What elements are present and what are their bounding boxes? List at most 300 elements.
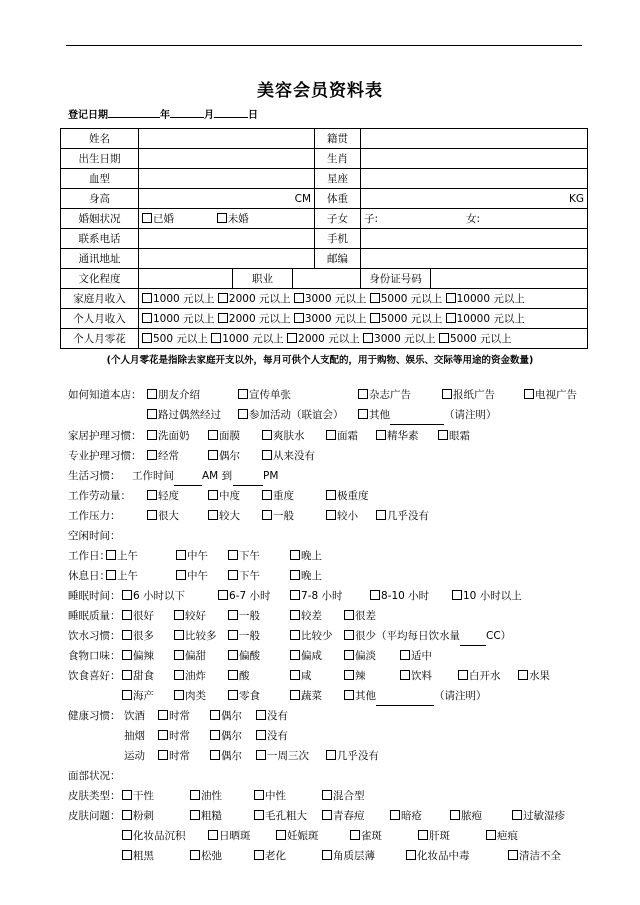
option-label: 偏辣 <box>133 650 154 662</box>
option-checkbox[interactable] <box>290 670 300 680</box>
option-checkbox[interactable] <box>400 650 410 660</box>
option-checkbox[interactable] <box>290 550 300 560</box>
option <box>122 686 154 706</box>
month-blank[interactable] <box>170 107 204 118</box>
income-checkbox[interactable] <box>370 293 380 303</box>
income-checkbox[interactable] <box>218 293 228 303</box>
option-label: 白开水 <box>469 670 501 682</box>
option-checkbox[interactable] <box>122 670 132 680</box>
marriage-label: 婚姻状况 <box>61 209 139 229</box>
option-checkbox[interactable] <box>176 570 186 580</box>
option-checkbox[interactable] <box>452 590 462 600</box>
option-checkbox[interactable] <box>208 450 218 460</box>
label-text: 空闲时间： <box>68 530 121 542</box>
option-label: 精华素 <box>387 430 419 442</box>
option-label: 3000 元以上 <box>304 293 367 305</box>
education-field[interactable] <box>139 269 233 289</box>
option-label: 路过偶然经过 <box>158 409 221 421</box>
option-label: 1000 元以上 <box>222 333 284 345</box>
option-checkbox[interactable] <box>524 389 534 399</box>
option-label: 一般 <box>239 630 260 642</box>
phone-label: 联系电话 <box>61 229 139 249</box>
option-label: 晚上 <box>301 550 322 562</box>
option-checkbox[interactable] <box>238 389 248 399</box>
option-checkbox[interactable] <box>290 610 300 620</box>
option-checkbox[interactable] <box>376 510 386 520</box>
option-label: 6 小时以下 <box>133 590 186 602</box>
option-label: 过敏湿疹 <box>523 810 565 822</box>
option <box>238 405 344 425</box>
option <box>406 846 470 866</box>
option-checkbox[interactable] <box>344 690 354 700</box>
name-field[interactable] <box>139 129 315 149</box>
option-checkbox[interactable] <box>122 810 132 820</box>
option-checkbox[interactable] <box>442 389 452 399</box>
option <box>122 606 154 626</box>
option-label: 5000 元以上 <box>449 333 512 345</box>
married-checkbox[interactable] <box>142 213 152 223</box>
option-label: 轻度 <box>158 490 179 502</box>
option-label: 偏淡 <box>355 650 376 662</box>
option <box>326 426 358 446</box>
option-checkbox[interactable] <box>322 850 332 860</box>
option-checkbox[interactable] <box>208 510 218 520</box>
label-text: 工作日： <box>68 550 110 562</box>
option-checkbox[interactable] <box>262 450 272 460</box>
day-blank[interactable] <box>214 107 248 118</box>
option-label: 偏酸 <box>239 650 260 662</box>
option-checkbox[interactable] <box>174 690 184 700</box>
option-checkbox[interactable] <box>147 389 157 399</box>
option-checkbox[interactable] <box>174 650 184 660</box>
option <box>254 806 307 826</box>
option-checkbox[interactable] <box>208 490 218 500</box>
option-label: 朋友介绍 <box>158 389 200 401</box>
birth-label: 出生日期 <box>61 149 139 169</box>
option-checkbox[interactable] <box>147 450 157 460</box>
option-label: 500 元以上 <box>153 333 208 345</box>
option-checkbox[interactable] <box>262 490 272 500</box>
option-checkbox[interactable] <box>218 590 228 600</box>
label <box>132 466 232 486</box>
label-text: （请注明） <box>444 409 497 421</box>
option-checkbox[interactable] <box>418 830 428 840</box>
option-checkbox[interactable] <box>122 650 132 660</box>
option-checkbox[interactable] <box>290 590 300 600</box>
option <box>228 646 260 666</box>
option-label: 中性 <box>265 790 286 802</box>
option-label: 饮料 <box>411 670 432 682</box>
option <box>174 646 206 666</box>
option-checkbox[interactable] <box>210 750 220 760</box>
label-text: 工作劳动量： <box>68 490 131 502</box>
label-text: 饮水习惯： <box>68 630 121 642</box>
postcode-field[interactable] <box>361 249 588 269</box>
option-checkbox[interactable] <box>147 510 157 520</box>
option-checkbox[interactable] <box>358 409 368 419</box>
option <box>344 686 487 706</box>
option-checkbox[interactable] <box>208 830 218 840</box>
option-label: 几乎没有 <box>387 510 429 522</box>
year-blank[interactable] <box>108 107 160 118</box>
income-checkbox[interactable] <box>370 313 380 323</box>
label-text: 睡眠时间： <box>68 590 121 602</box>
mobile-field[interactable] <box>361 229 588 249</box>
weight-field[interactable] <box>361 189 588 209</box>
option <box>147 506 179 526</box>
option-checkbox[interactable] <box>254 850 264 860</box>
pocket-money-options <box>139 329 588 349</box>
job-label: 职业 <box>233 269 293 289</box>
option-checkbox[interactable] <box>174 610 184 620</box>
label <box>68 606 121 626</box>
option-checkbox[interactable] <box>147 430 157 440</box>
option <box>208 506 240 526</box>
blood-field[interactable] <box>139 169 315 189</box>
label <box>68 586 121 606</box>
option-checkbox[interactable] <box>376 430 386 440</box>
unmarried-label: 未婚 <box>227 213 249 225</box>
option-checkbox[interactable] <box>106 550 116 560</box>
label <box>124 706 145 726</box>
option-label: 7-8 小时 <box>301 590 343 602</box>
idcard-field[interactable] <box>431 269 588 289</box>
option-checkbox[interactable] <box>406 850 416 860</box>
option-checkbox[interactable] <box>190 810 200 820</box>
option-checkbox[interactable] <box>147 490 157 500</box>
option-checkbox[interactable] <box>254 810 264 820</box>
option-label: 时常 <box>169 710 190 722</box>
option-checkbox[interactable] <box>106 570 116 580</box>
income-checkbox[interactable] <box>142 333 152 343</box>
option-checkbox[interactable] <box>322 790 332 800</box>
option-label: 重度 <box>273 490 294 502</box>
option-checkbox[interactable] <box>508 850 518 860</box>
option <box>176 546 208 566</box>
option-label: 蔬菜 <box>301 690 322 702</box>
year-label: 年 <box>160 110 170 121</box>
option-checkbox[interactable] <box>122 610 132 620</box>
option-checkbox[interactable] <box>210 710 220 720</box>
income-checkbox[interactable] <box>446 313 456 323</box>
option-checkbox[interactable] <box>344 650 354 660</box>
option-label: 清洁不全 <box>519 850 561 862</box>
option-checkbox[interactable] <box>344 610 354 620</box>
option <box>174 626 217 646</box>
option-label: 极重度 <box>337 490 369 502</box>
fill-blank[interactable] <box>390 412 444 425</box>
option-label: 很大 <box>158 510 179 522</box>
register-date-line <box>68 106 258 121</box>
option <box>322 806 365 826</box>
option-checkbox[interactable] <box>228 690 238 700</box>
option-checkbox[interactable] <box>174 670 184 680</box>
label <box>68 385 142 405</box>
option-label: 脓疱 <box>461 810 482 822</box>
option-checkbox[interactable] <box>208 430 218 440</box>
option <box>262 506 294 526</box>
option-label: 报纸广告 <box>453 389 495 401</box>
option-checkbox[interactable] <box>228 570 238 580</box>
option-checkbox[interactable] <box>344 670 354 680</box>
option-checkbox[interactable] <box>254 790 264 800</box>
option-label: 老化 <box>265 850 286 862</box>
option <box>262 486 294 506</box>
option <box>390 806 422 826</box>
option <box>176 566 208 586</box>
income-checkbox[interactable] <box>363 333 373 343</box>
personal-income-options <box>139 309 588 329</box>
option-label: 10000 元以上 <box>456 293 525 305</box>
option-checkbox[interactable] <box>290 650 300 660</box>
option <box>122 646 154 666</box>
children-label: 子女 <box>315 209 361 229</box>
option-label: 没有 <box>267 710 288 722</box>
option-checkbox[interactable] <box>122 830 132 840</box>
option <box>208 486 240 506</box>
zodiac-field[interactable] <box>361 149 588 169</box>
option-label: 其他 <box>369 409 390 421</box>
constellation-field[interactable] <box>361 169 588 189</box>
option-label: 没有 <box>267 730 288 742</box>
option-checkbox[interactable] <box>262 430 272 440</box>
option-checkbox[interactable] <box>458 670 468 680</box>
option <box>122 626 154 646</box>
blood-label: 血型 <box>61 169 139 189</box>
label-text: 工作时间 <box>132 470 174 482</box>
income-checkbox[interactable] <box>218 313 228 323</box>
job-field[interactable] <box>293 269 361 289</box>
height-field[interactable] <box>139 189 315 209</box>
option-checkbox[interactable] <box>228 630 238 640</box>
fill-blank[interactable] <box>376 693 434 706</box>
option <box>210 746 242 766</box>
option-label: 从来没有 <box>273 450 315 462</box>
option <box>254 786 286 806</box>
option <box>147 486 179 506</box>
native-field[interactable] <box>361 129 588 149</box>
option-label: 晚上 <box>301 570 322 582</box>
option-label: 干性 <box>133 790 154 802</box>
option-checkbox[interactable] <box>190 850 200 860</box>
option-checkbox[interactable] <box>438 430 448 440</box>
option-label: 较差 <box>301 610 322 622</box>
option-checkbox[interactable] <box>176 550 186 560</box>
income-checkbox[interactable] <box>446 293 456 303</box>
option-label: 日晒斑 <box>219 830 251 842</box>
address-field[interactable] <box>139 249 315 269</box>
option-checkbox[interactable] <box>174 630 184 640</box>
option-checkbox[interactable] <box>290 630 300 640</box>
fill-blank[interactable] <box>233 473 263 486</box>
option-label: 6-7 小时 <box>229 590 271 602</box>
family-income-label: 家庭月收入 <box>61 289 139 309</box>
option-label: 油性 <box>201 790 222 802</box>
option <box>290 646 322 666</box>
option <box>122 846 154 866</box>
option <box>228 606 260 626</box>
option-checkbox[interactable] <box>262 510 272 520</box>
option-checkbox[interactable] <box>122 630 132 640</box>
label-text: 皮肤类型： <box>68 790 121 802</box>
option-checkbox[interactable] <box>290 690 300 700</box>
option-checkbox[interactable] <box>390 810 400 820</box>
option-label: 8-10 小时 <box>381 590 430 602</box>
label <box>68 526 121 546</box>
option-checkbox[interactable] <box>370 590 380 600</box>
option <box>147 385 200 405</box>
income-checkbox[interactable] <box>142 313 152 323</box>
option <box>276 826 319 846</box>
option-checkbox[interactable] <box>344 630 354 640</box>
income-checkbox[interactable] <box>439 333 449 343</box>
option-label: 中度 <box>219 490 240 502</box>
option-checkbox[interactable] <box>450 810 460 820</box>
label-text: 睡眠质量： <box>68 610 121 622</box>
option-label: 下午 <box>239 570 260 582</box>
option-checkbox[interactable] <box>158 750 168 760</box>
option-label: 油炸 <box>185 670 206 682</box>
option-checkbox[interactable] <box>290 570 300 580</box>
option-checkbox[interactable] <box>147 409 157 419</box>
phone-field[interactable] <box>139 229 315 249</box>
option-checkbox[interactable] <box>400 670 410 680</box>
label-text: PM <box>263 470 279 482</box>
option-checkbox[interactable] <box>326 490 336 500</box>
label-text: 饮酒 <box>124 710 145 722</box>
option <box>376 426 419 446</box>
option <box>147 405 221 425</box>
label <box>68 506 121 526</box>
option-label: 偶尔 <box>221 710 242 722</box>
option-checkbox[interactable] <box>228 550 238 560</box>
option <box>228 566 260 586</box>
fill-blank[interactable] <box>460 633 486 646</box>
option <box>210 726 242 746</box>
option-checkbox[interactable] <box>122 590 132 600</box>
option-label: 中午 <box>187 570 208 582</box>
option-label: 肝斑 <box>429 830 450 842</box>
option-label: 1000 元以上 <box>153 293 215 305</box>
option-checkbox[interactable] <box>122 690 132 700</box>
option <box>106 566 138 586</box>
weight-label: 体重 <box>315 189 361 209</box>
option-label: 眼霜 <box>449 430 470 442</box>
option <box>290 686 322 706</box>
option <box>450 806 482 826</box>
unmarried-checkbox[interactable] <box>217 213 227 223</box>
option-label: 偶尔 <box>221 750 242 762</box>
option-checkbox[interactable] <box>228 610 238 620</box>
option-checkbox[interactable] <box>326 510 336 520</box>
option <box>400 646 432 666</box>
option-label: 2000 元以上 <box>228 293 291 305</box>
option-checkbox[interactable] <box>518 670 528 680</box>
option-label: 3000 元以上 <box>304 313 367 325</box>
option-label: 中午 <box>187 550 208 562</box>
option <box>122 586 185 606</box>
option <box>256 706 288 726</box>
option <box>208 826 251 846</box>
label <box>68 786 121 806</box>
option <box>262 426 305 446</box>
option <box>122 786 154 806</box>
option-checkbox[interactable] <box>256 750 266 760</box>
option-checkbox[interactable] <box>228 650 238 660</box>
option-label: 偏咸 <box>301 650 322 662</box>
option-checkbox[interactable] <box>228 670 238 680</box>
option-checkbox[interactable] <box>350 830 360 840</box>
option <box>190 846 222 866</box>
native-label: 籍贯 <box>315 129 361 149</box>
option <box>290 586 343 606</box>
birth-field[interactable] <box>139 149 315 169</box>
option <box>210 706 242 726</box>
option-checkbox[interactable] <box>122 850 132 860</box>
option <box>344 606 376 626</box>
option-checkbox[interactable] <box>122 790 132 800</box>
option <box>400 666 432 686</box>
income-checkbox[interactable] <box>287 333 297 343</box>
option-label: 2000 元以上 <box>298 333 360 345</box>
income-checkbox[interactable] <box>211 333 221 343</box>
option-checkbox[interactable] <box>158 730 168 740</box>
children-field[interactable] <box>361 209 588 229</box>
option-checkbox[interactable] <box>158 710 168 720</box>
option-checkbox[interactable] <box>238 409 248 419</box>
option-checkbox[interactable] <box>210 730 220 740</box>
income-checkbox[interactable] <box>294 293 304 303</box>
option-checkbox[interactable] <box>322 810 332 820</box>
option <box>524 385 577 405</box>
option-checkbox[interactable] <box>512 810 522 820</box>
option-label: 上午 <box>117 550 138 562</box>
option-label: 暗疮 <box>401 810 422 822</box>
option-checkbox[interactable] <box>190 790 200 800</box>
income-checkbox[interactable] <box>294 313 304 323</box>
option-checkbox[interactable] <box>256 710 266 720</box>
option-label: 很少（平均每日饮水量 <box>355 630 460 642</box>
option <box>228 666 250 686</box>
option <box>190 786 222 806</box>
option-label: 青春痘 <box>333 810 365 822</box>
option-label: 适中 <box>411 650 432 662</box>
option <box>290 566 322 586</box>
option <box>326 506 358 526</box>
option <box>358 385 411 405</box>
label <box>68 446 142 466</box>
address-label: 通讯地址 <box>61 249 139 269</box>
label-text: 如何知道本店： <box>68 389 142 401</box>
income-checkbox[interactable] <box>142 293 152 303</box>
option-label: 其他 <box>355 690 376 702</box>
fill-blank[interactable] <box>174 473 202 486</box>
option-checkbox[interactable] <box>326 750 336 760</box>
option-label: 时常 <box>169 730 190 742</box>
option-checkbox[interactable] <box>256 730 266 740</box>
name-label: 姓名 <box>61 129 139 149</box>
option-checkbox[interactable] <box>358 389 368 399</box>
option-label: 较好 <box>185 610 206 622</box>
option-label: 偶尔 <box>221 730 242 742</box>
day-label: 日 <box>248 110 258 121</box>
zodiac-label: 生肖 <box>315 149 361 169</box>
option-checkbox[interactable] <box>326 430 336 440</box>
label <box>124 726 145 746</box>
option-label: 很好 <box>133 610 154 622</box>
option-checkbox[interactable] <box>486 830 496 840</box>
option-checkbox[interactable] <box>276 830 286 840</box>
